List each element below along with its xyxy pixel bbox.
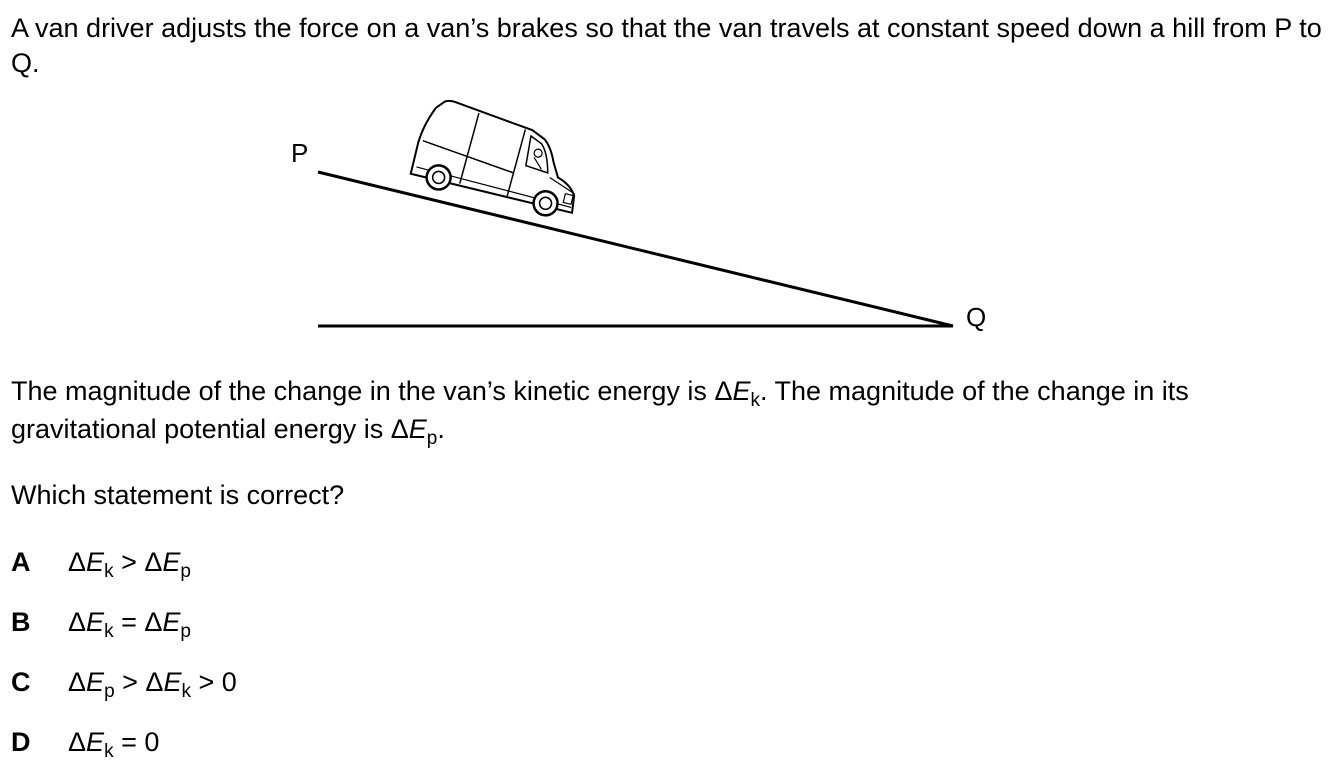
option-letter: A: [11, 547, 31, 577]
option-text: $\Delta E_k > \Delta E_p$: [68, 547, 191, 582]
option-text: $\Delta E_k = 0$: [68, 727, 160, 762]
question-intro: A van driver adjusts the force on a van’s brakes so that the van travels at constant speed down a hill from P to Q.: [11, 13, 1322, 78]
option-letter: C: [11, 667, 31, 697]
option-letter: B: [11, 607, 31, 637]
option-text: $\Delta E_p > \Delta E_k > 0$: [68, 667, 237, 702]
option-text: $\Delta E_k = \Delta E_p$: [68, 607, 191, 642]
question-prompt: Which statement is correct?: [11, 480, 345, 510]
slope-line: [318, 172, 953, 326]
label-q: Q: [966, 302, 987, 332]
label-p: P: [291, 138, 309, 168]
van-icon: [409, 96, 591, 222]
option-letter: D: [11, 727, 31, 757]
energy-statement: The magnitude of the change in the van’s kinetic energy is $\Delta E_k$. The magnitude of the change in its gravitational potential energy is $\Delta E_p$.: [11, 376, 1189, 449]
